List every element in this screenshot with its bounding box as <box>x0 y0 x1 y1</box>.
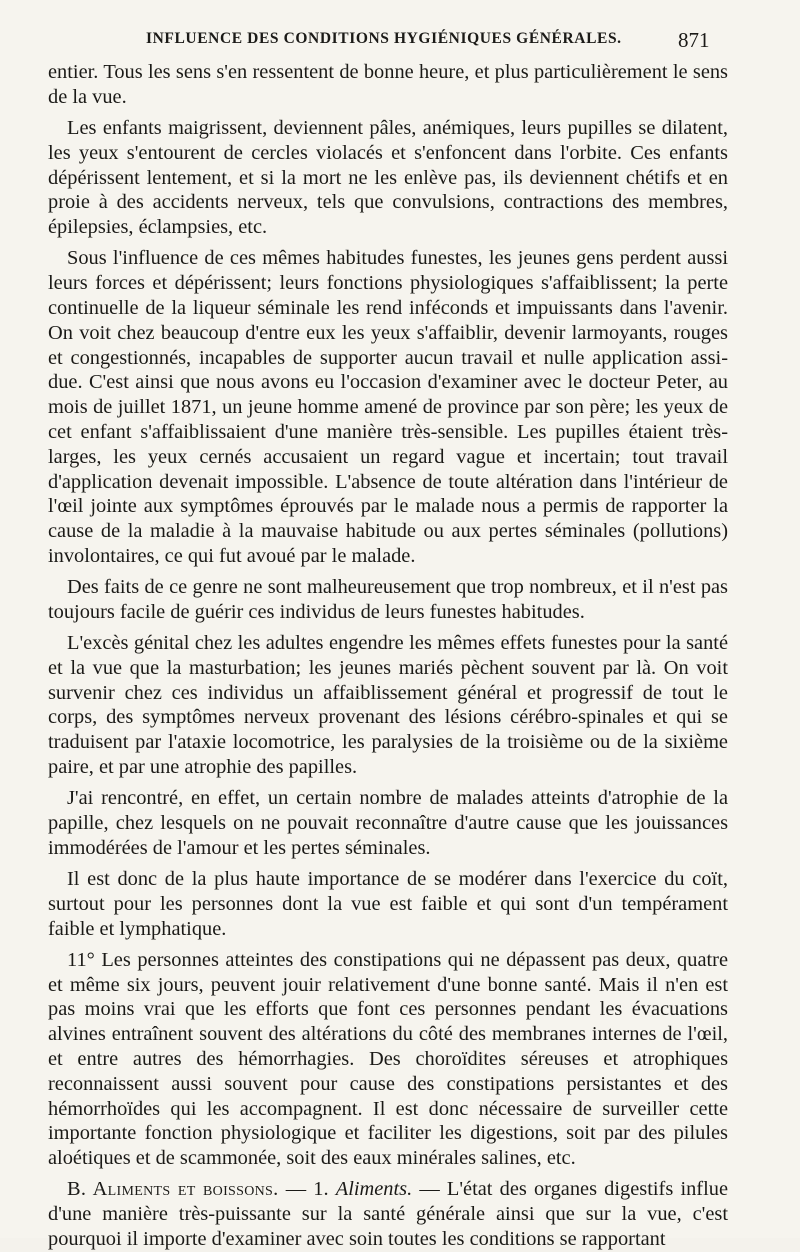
section-b-text: — L'état des organes digestifs influe d'une manière très-puissante sur la santé générale ainsi que sur la vue, c'est pourquoi il importe d'examiner avec soin toutes les conditions se rapportant <box>48 1178 729 1250</box>
subheading-number: 1. <box>313 1178 329 1201</box>
paragraph-4: Des faits de ce genre ne sont malheureusement que trop nombreux, et il n'est pas toujours facile de guérir ces individus de leurs funestes habitudes. <box>48 576 728 623</box>
paragraph-7: Il est donc de la plus haute importance de se modérer dans l'exercice du coït, surtout pour les personnes dont la vue est faible et qui sont d'un tempérament faible et lymphatique. <box>48 868 728 940</box>
body-text <box>48 60 728 1252</box>
page-header <box>0 28 800 58</box>
section-b-heading: B. Aliments et boissons. <box>67 1178 279 1201</box>
paragraph-2: Les enfants maigrissent, deviennent pâles, anémiques, leurs pupilles se dilatent, les yeux s'entourent de cercles violacés et s'enfoncent dans l'orbite. Ces enfants dépérissent lentement, et si la mort ne les enlève pas, ils deviennent chétifs et en proie à des accidents nerveux, tels que convulsions, contractions des membres, épilepsies, éclampsies, etc. <box>48 116 728 239</box>
paragraph-5: L'excès génital chez les adultes engendre les mêmes effets funestes pour la santé et la vue que la masturbation; les jeunes mariés pèchent souvent par là. On voit survenir chez ces individus un affaiblissement général et progressif de tout le corps, des symptômes nerveux provenant des lésions cérébro-spinales et qui se traduisent par l'ataxie locomotrice, les paralysies de la troisième ou de la sixième paire, et par une atrophie des papilles. <box>48 632 728 779</box>
section-b-paragraph <box>48 1177 728 1251</box>
running-title: INFLUENCE DES CONDITIONS HYGIÉNIQUES GÉNÉRALES. <box>146 30 622 47</box>
paragraph-6: J'ai rencontré, en effet, un certain nombre de malades atteints d'atrophie de la papille, chez lesquels on ne pouvait reconnaître d'autre cause que les jouissances immodérées de l'amour et les pertes séminales. <box>48 787 728 859</box>
page-number: 871 <box>678 28 710 52</box>
subheading-aliments: Aliments. <box>335 1178 413 1201</box>
paragraph-8: 11° Les personnes atteintes des constipations qui ne dépassent pas deux, quatre et même six jours, peuvent jouir relativement d'une bonne santé. Mais il n'en est pas moins vrai que les efforts que font ces personnes pendant les évacuations alvines entraînent souvent des altérations du côté des membranes internes de l'œil, et entre autres des hémorrhagies. Des choroïdites séreuses et atrophiques reconnaissent aussi souvent pour cause des constipations persistantes et des hémorrhoïdes qui les accompagnent. Il est donc nécessaire de surveiller cette importante fonction physiologique et faciliter les digestions, soit par des pilules aloétiques et de scammonée, soit des eaux minérales salines, etc. <box>48 948 728 1170</box>
paragraph-3: Sous l'influence de ces mêmes habitudes funestes, les jeunes gens perdent aussi leurs forces et dépérissent; leurs fonctions physiologiques s'affaiblissent; la perte continuelle de la liqueur séminale les rend inféconds et impuissants dans l'avenir. On voit chez beaucoup d'entre eux les yeux s'affaiblir, devenir larmoyants, rouges et congestionnés, incapables de supporter aucun travail et nulle application assi-due. C'est ainsi que nous avons eu l'occasion d'examiner avec le docteur Peter, au mois de juillet 1871, un jeune homme amené de province par son père; les yeux de cet enfant s'affaiblissaient d'une manière très-sensible. Les pupilles étaient très-larges, les yeux cernés accusaient un regard vague et incertain; tout travail d'application devenait impossible. L'absence de toute altération dans l'intérieur de l'œil jointe aux symptômes éprouvés par le malade nous a permis de rapporter la cause de la maladie à la mauvaise habitude ou aux pertes séminales (pollutions) involontaires, ce qui fut avoué par le malade. <box>48 247 728 567</box>
paragraph-1: entier. Tous les sens s'en ressentent de bonne heure, et plus particulièrement le sens de la vue. <box>48 61 728 108</box>
section-b-dash: — <box>278 1178 314 1201</box>
